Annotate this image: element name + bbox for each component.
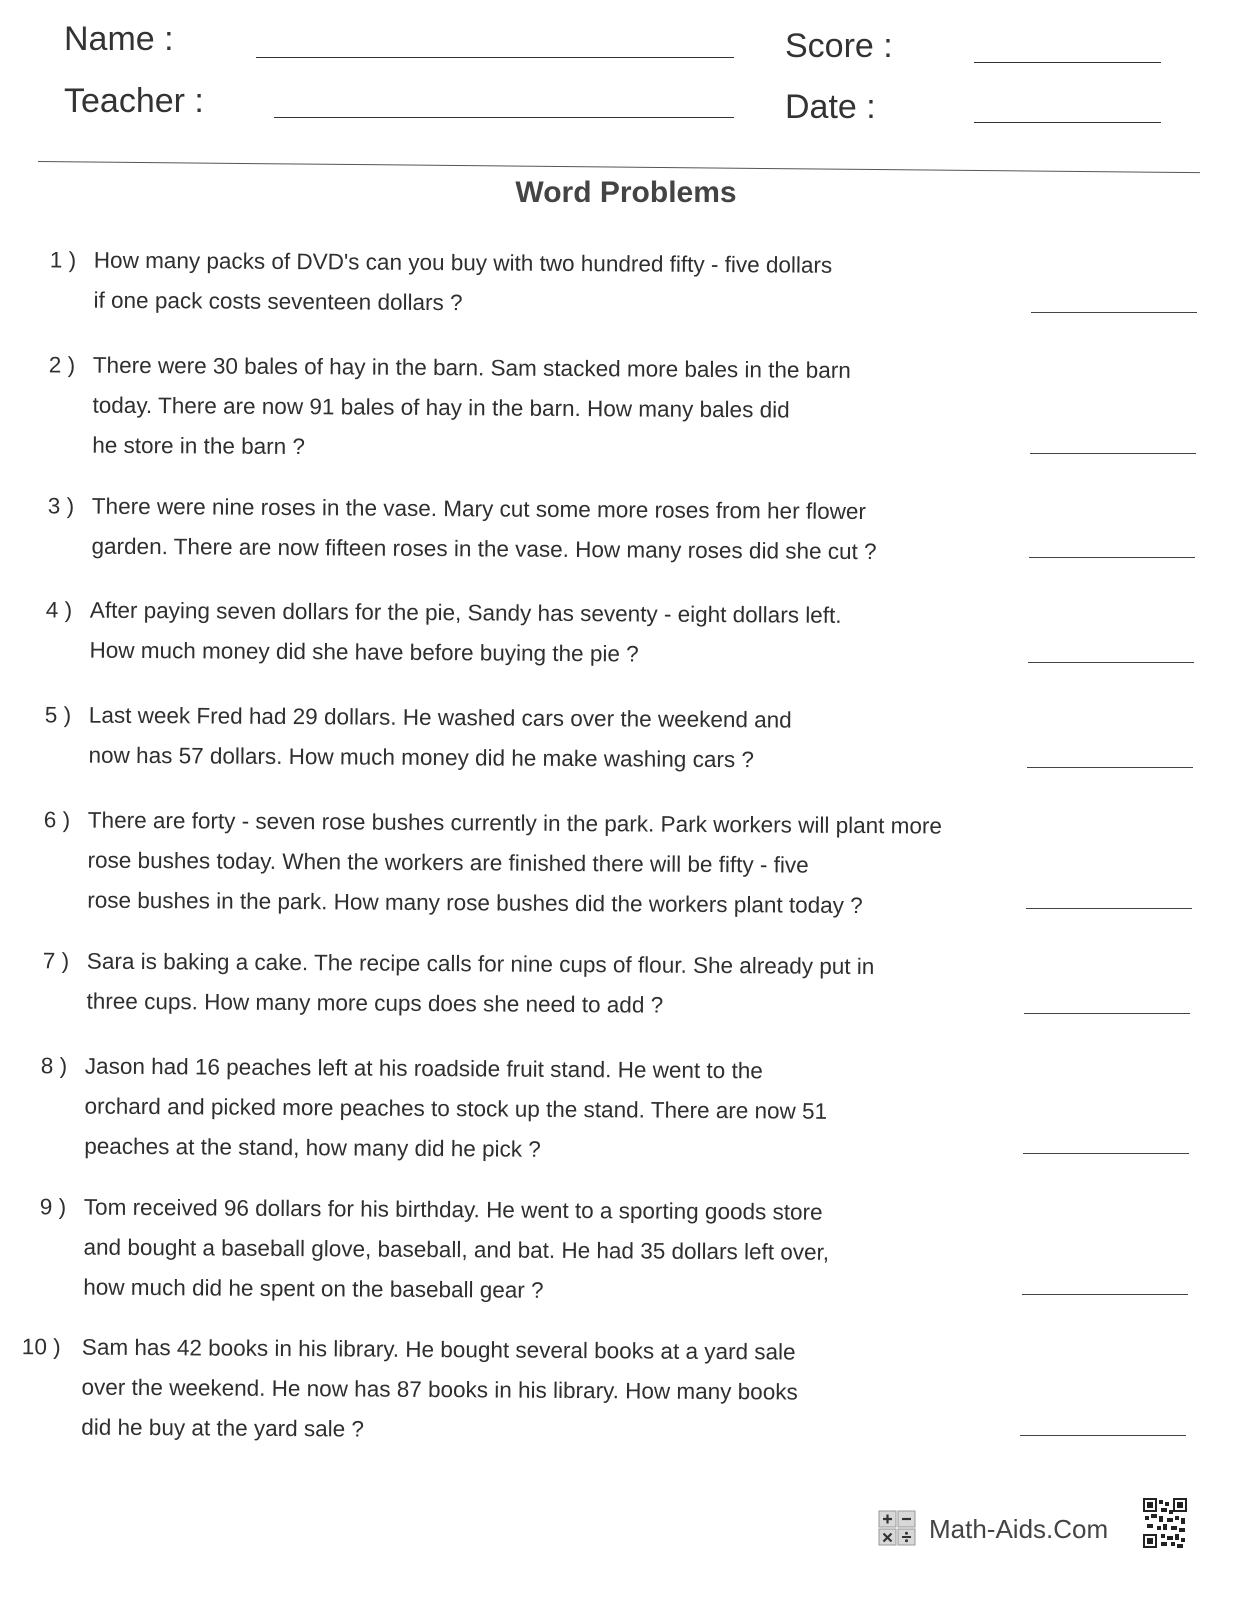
problem-number: 4 ) — [45, 597, 73, 623]
teacher-label: Teacher : — [64, 82, 204, 120]
name-field[interactable] — [256, 57, 734, 58]
problem-text-line: today. There are now 91 bales of hay in the barn. How many bales did — [92, 392, 790, 423]
problem-text-line: Sam has 42 books in his library. He bought several books at a yard sale — [81, 1334, 796, 1365]
problem-text-line: Tom received 96 dollars for his birthday. He went to a sporting goods store — [83, 1194, 823, 1225]
problem-number: 10 ) — [21, 1334, 61, 1360]
answer-blank-5[interactable] — [1027, 767, 1193, 768]
name-label: Name : — [64, 20, 174, 58]
problem-number: 9 ) — [39, 1194, 67, 1220]
date-label: Date : — [785, 88, 876, 126]
math-aids-logo-icon — [878, 1510, 916, 1546]
answer-blank-2[interactable] — [1030, 453, 1196, 454]
problem-text — [92, 346, 851, 471]
problem-text-line: now has 57 dollars. How much money did he make washing cars ? — [88, 742, 754, 773]
problem-text — [86, 942, 874, 1027]
answer-blank-4[interactable] — [1028, 662, 1194, 663]
problem-number: 6 ) — [43, 807, 71, 833]
footer-brand: Math-Aids.Com — [929, 1514, 1109, 1544]
problem-number: 1 ) — [49, 247, 77, 273]
problem-text-line: garden. There are now fifteen roses in the vase. How many roses did she cut ? — [91, 533, 877, 565]
problem-text-line: if one pack costs seventeen dollars ? — [93, 287, 463, 316]
answer-blank-9[interactable] — [1022, 1294, 1188, 1295]
page-title: Word Problems — [515, 176, 737, 209]
score-label: Score : — [785, 27, 893, 65]
problem-text-line: three cups. How many more cups does she need to add ? — [86, 988, 664, 1018]
answer-blank-10[interactable] — [1020, 1435, 1186, 1436]
answer-blank-7[interactable] — [1024, 1013, 1190, 1014]
date-field[interactable] — [974, 122, 1161, 123]
problem-text-line: How many packs of DVD's can you buy with two hundred fifty - five dollars — [93, 247, 833, 278]
problem-text-line: peaches at the stand, how many did he pick ? — [84, 1133, 541, 1162]
problem-text — [83, 1188, 829, 1313]
problem-text-line: rose bushes in the park. How many rose bushes did the workers plant today ? — [87, 887, 863, 919]
problem-text-line: How much money did she have before buying the pie ? — [89, 637, 639, 667]
problem-number: 7 ) — [42, 948, 70, 974]
problem-text — [87, 801, 942, 927]
answer-blank-3[interactable] — [1029, 557, 1195, 558]
problem-text-line: rose bushes today. When the workers are finished there will be fifty - five — [87, 847, 809, 878]
problem-text-line: Sara is baking a cake. The recipe calls for nine cups of flour. She already put in — [86, 948, 875, 980]
problem-text-line: There are forty - seven rose bushes currently in the park. Park workers will plant more — [87, 807, 943, 839]
problem-text-line: he store in the barn ? — [92, 432, 306, 460]
problem-text — [93, 241, 832, 326]
qr-code-icon — [1143, 1498, 1187, 1548]
problem-number: 5 ) — [44, 702, 72, 728]
problem-text — [88, 696, 791, 781]
answer-blank-6[interactable] — [1026, 908, 1192, 909]
teacher-field[interactable] — [274, 117, 734, 118]
header-divider — [38, 161, 1200, 173]
problem-text-line: how much did he spent on the baseball gear ? — [83, 1274, 544, 1303]
problem-number: 2 ) — [48, 352, 76, 378]
problem-text-line: There were nine roses in the vase. Mary cut some more roses from her flower — [91, 493, 866, 525]
problem-text-line: Last week Fred had 29 dollars. He washed cars over the weekend and — [88, 702, 792, 733]
problem-text-line: After paying seven dollars for the pie, Sandy has seventy - eight dollars left. — [89, 597, 842, 628]
problem-text-line: and bought a baseball glove, baseball, and bat. He had 35 dollars left over, — [83, 1234, 830, 1265]
problem-text-line: There were 30 bales of hay in the barn. Sam stacked more bales in the barn — [92, 352, 851, 383]
problem-text — [91, 487, 877, 572]
problem-number: 8 ) — [40, 1053, 68, 1079]
problem-text-line: orchard and picked more peaches to stock up the stand. There are now 51 — [84, 1093, 828, 1124]
problem-text-line: did he buy at the yard sale ? — [81, 1414, 365, 1442]
answer-blank-1[interactable] — [1031, 312, 1197, 313]
problem-text-line: over the weekend. He now has 87 books in his library. How many books — [81, 1374, 798, 1405]
problem-number: 3 ) — [47, 493, 75, 519]
answer-blank-8[interactable] — [1023, 1153, 1189, 1154]
problem-text — [89, 591, 841, 676]
problem-text-line: Jason had 16 peaches left at his roadside fruit stand. He went to the — [84, 1053, 763, 1084]
score-field[interactable] — [974, 62, 1161, 63]
problem-text — [81, 1328, 798, 1453]
problem-text — [84, 1047, 827, 1172]
